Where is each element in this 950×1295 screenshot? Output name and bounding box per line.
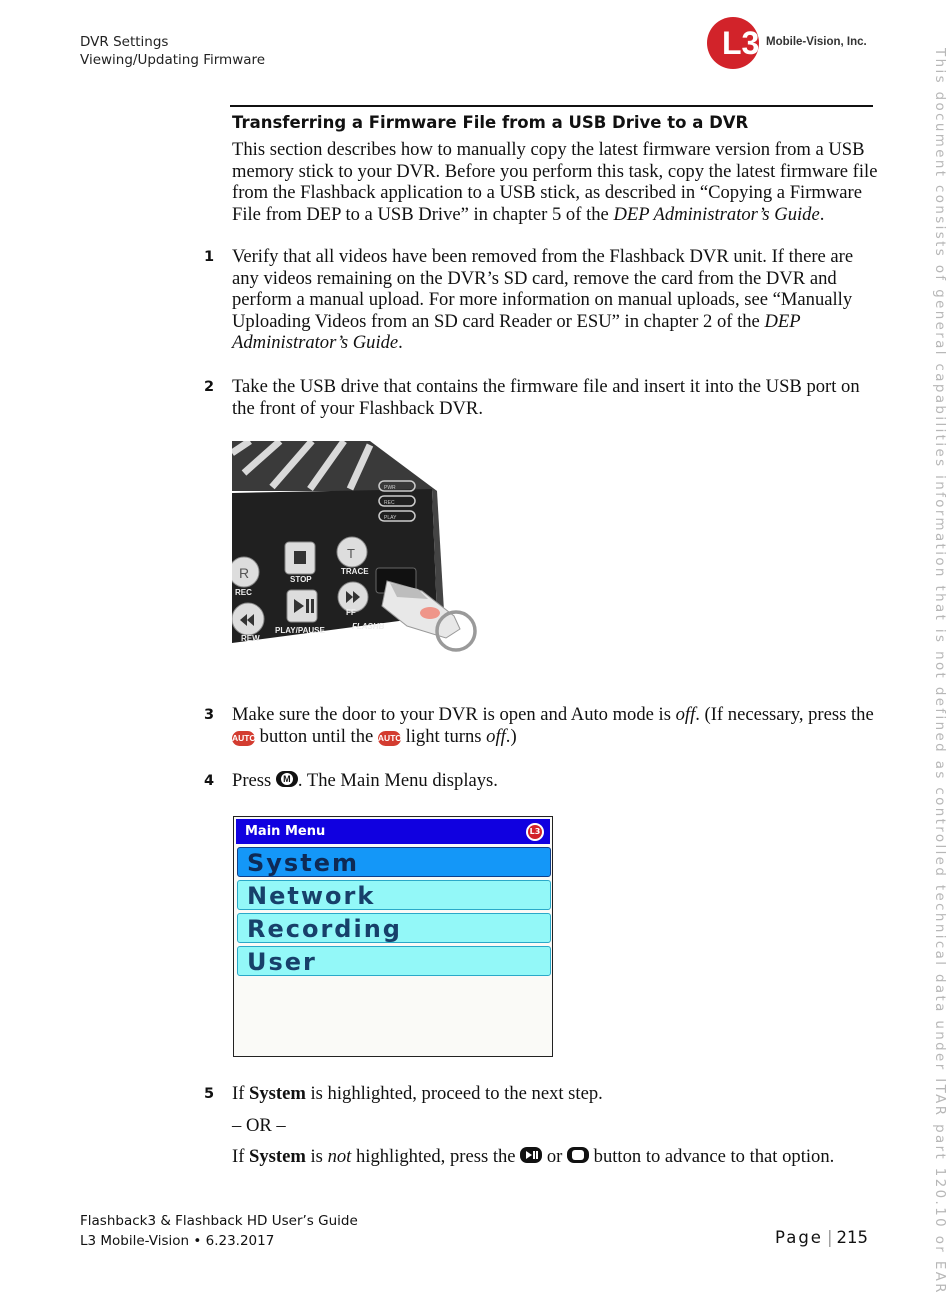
page-header xyxy=(80,33,265,69)
itar-notice: This document consists of general capabilities information that is not defined as controlled technical data under ITAR part 120.10 or EAR xyxy=(932,48,947,1295)
menu-item-recording[interactable]: Recording xyxy=(237,913,551,943)
svg-text:TRACE: TRACE xyxy=(341,567,369,576)
main-menu-title: Main Menu xyxy=(245,824,326,839)
footer-guide-title: Flashback3 & Flashback HD User’s Guide xyxy=(80,1213,358,1229)
svg-text:FLASHB: FLASHB xyxy=(352,622,385,631)
step-number: 5 xyxy=(204,1086,215,1102)
step-5-text: If System is highlighted, proceed to the next step. xyxy=(232,1083,603,1104)
main-menu-titlebar xyxy=(236,819,550,844)
svg-text:REC: REC xyxy=(384,500,395,506)
menu-item-network[interactable]: Network xyxy=(237,880,551,910)
svg-text:PLAY/PAUSE: PLAY/PAUSE xyxy=(275,626,325,635)
company-logo xyxy=(706,16,876,70)
l3-logo-icon: L3 xyxy=(526,823,544,841)
header-chapter: DVR Settings xyxy=(80,34,169,50)
step-number: 3 xyxy=(204,707,215,723)
auto-button-icon: AUTO xyxy=(232,731,255,746)
menu-item-user[interactable]: User xyxy=(237,946,551,976)
svg-text:PLAY: PLAY xyxy=(384,515,397,521)
rew-button-icon xyxy=(232,603,264,635)
page-footer xyxy=(80,1211,358,1251)
step-number: 4 xyxy=(204,773,215,789)
company-name: Mobile-Vision, Inc. xyxy=(766,36,867,48)
play-pause-button-icon xyxy=(520,1147,542,1163)
page-number: Page | 215 xyxy=(775,1228,869,1247)
intro-paragraph: This section describes how to manually copy the latest firmware version from a USB memory stick to your DVR. Before you perform this task, copy the latest firmware file from the Flashback application to a USB stick, as described in “Copying a Firmware File from DEP to a USB Drive” in chapter 5 of the DEP Administrator’s Guide. xyxy=(232,139,878,225)
l3-logo-icon xyxy=(706,16,760,70)
auto-light-icon: AUTO xyxy=(378,731,401,746)
svg-text:REW: REW xyxy=(241,634,260,643)
svg-text:STOP: STOP xyxy=(290,575,312,584)
svg-text:T: T xyxy=(347,546,355,561)
step-number: 1 xyxy=(204,249,215,265)
header-section: Viewing/Updating Firmware xyxy=(80,52,266,68)
svg-text:R: R xyxy=(239,565,250,581)
menu-item-system[interactable]: System xyxy=(237,847,551,877)
step-5-or: – OR – xyxy=(232,1115,286,1136)
section-rule xyxy=(230,105,873,107)
dvr-usb-photo xyxy=(232,441,480,655)
step-number: 2 xyxy=(204,379,215,395)
menu-button-icon: M xyxy=(276,771,298,787)
step-5-alt-text: If System is not highlighted, press the or button to advance to that option. xyxy=(232,1146,835,1167)
stop-button-icon xyxy=(567,1147,589,1163)
section-title: Transferring a Firmware File from a USB Drive to a DVR xyxy=(232,113,749,132)
svg-text:REC: REC xyxy=(235,588,252,597)
step-3-text: Make sure the door to your DVR is open and Auto mode is off. (If necessary, press the AUTO button until the AUTO light turns off.) xyxy=(232,704,874,747)
svg-text:PWR: PWR xyxy=(384,485,396,491)
footer-company-date: L3 Mobile-Vision • 6.23.2017 xyxy=(80,1233,275,1249)
step-4-text: Press M . The Main Menu displays. xyxy=(232,770,498,791)
svg-text:FF: FF xyxy=(346,608,356,617)
svg-text:L3: L3 xyxy=(722,25,760,61)
step-1-text: Verify that all videos have been removed from the Flashback DVR unit. If there are any videos remaining on the DVR’s SD card, remove the card from the DVR and perform a manual upload. For more information on manual uploads, see “Manually Uploading Videos from an SD card Reader or ESU” in chapter 2 of the DEP Administrator’s Guide. xyxy=(232,246,854,353)
main-menu-screen xyxy=(233,816,553,1057)
step-2-text: Take the USB drive that contains the firmware file and insert it into the USB port on the front of your Flashback DVR. xyxy=(232,376,860,419)
